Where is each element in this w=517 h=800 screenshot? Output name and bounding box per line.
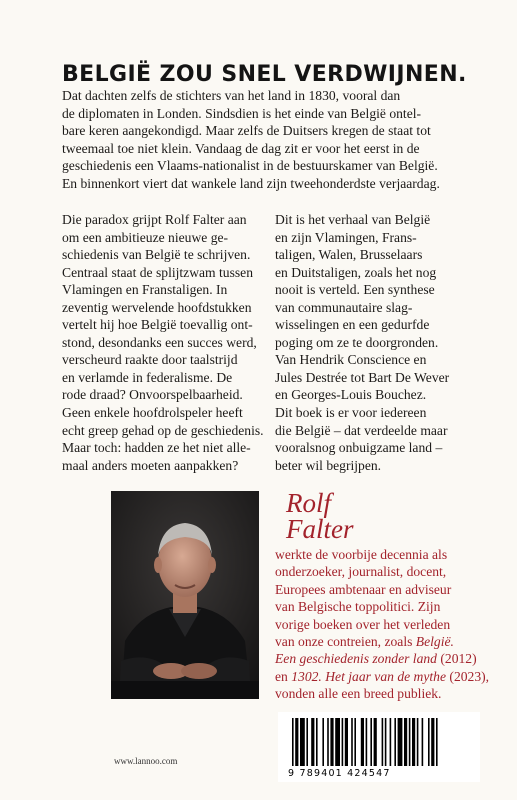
- author-first-name: Rolf: [286, 488, 331, 518]
- barcode-bar: [292, 718, 294, 766]
- text-line: en zijn Vlamingen, Frans-: [275, 229, 417, 245]
- author-name: [286, 490, 354, 542]
- text-line: Centraal staat de splijtzwam tussen: [62, 264, 254, 280]
- bio-line: [275, 633, 505, 650]
- barcode-bar: [306, 718, 308, 766]
- text-line: wisselingen en een gedurfde: [275, 317, 430, 333]
- book-title: 1302. Het jaar van de mythe: [291, 668, 447, 684]
- text-line: Maar toch: hadden ze het niet alle-: [62, 440, 251, 456]
- text-line: en verlamde in federalisme. De: [62, 369, 233, 385]
- text-line: Die paradox grijpt Rolf Falter aan: [62, 212, 247, 227]
- text-line: maal anders moeten aanpakken?: [62, 457, 239, 473]
- text-line: Dit is het verhaal van België: [275, 212, 431, 227]
- barcode-bar: [422, 718, 424, 766]
- barcode-bar: [436, 718, 438, 766]
- text-line: van communautaire slag-: [275, 299, 413, 315]
- bio-text: van onze contreien, zoals: [275, 634, 416, 650]
- text-line: tweemaal toe niet klein. Vandaag de dag zit er voor het eerst in de: [62, 140, 420, 156]
- text-line: Van Hendrik Conscience en: [275, 352, 427, 368]
- text-line: om een ambitieuze nieuwe ge-: [62, 229, 229, 245]
- text-line: poging om ze te doorgronden.: [275, 334, 439, 350]
- headline: BELGIË ZOU SNEL VERDWIJNEN.: [62, 62, 467, 87]
- text-line: zeventig wervelende hoofdstukken: [62, 299, 252, 315]
- text-line: en Georges-Louis Bouchez.: [275, 387, 427, 403]
- barcode-bar: [361, 718, 364, 766]
- barcode-bar: [354, 718, 356, 766]
- bio-line: vorige boeken over het verleden: [275, 616, 451, 632]
- barcode-bar: [370, 718, 372, 766]
- bio-text: en: [275, 668, 292, 684]
- intro-paragraph: [62, 87, 502, 192]
- barcode-bar: [398, 718, 403, 766]
- barcode-bar: [431, 718, 434, 766]
- barcode-bar: [366, 718, 368, 766]
- publisher-website: www.lannoo.com: [114, 756, 178, 766]
- barcode-bar: [335, 718, 340, 766]
- text-line: de diplomaten in Londen. Sindsdien is het einde van België ontel-: [62, 105, 422, 121]
- text-line: echt greep gehad op de geschiedenis.: [62, 422, 264, 438]
- isbn-number: 9 789401 424547: [288, 768, 391, 779]
- barcode-bar: [322, 718, 324, 766]
- text-line: Dit boek is er voor iedereen: [275, 405, 427, 421]
- book-title: België.: [415, 634, 454, 650]
- barcode-bar: [345, 718, 348, 766]
- barcode-bar: [316, 718, 318, 766]
- text-line: vooralsnog onbuigzame land –: [275, 440, 443, 456]
- barcode-bar: [394, 718, 396, 766]
- barcode-bar: [417, 718, 419, 766]
- barcode-bars: [278, 712, 480, 768]
- isbn-barcode: [278, 712, 480, 782]
- barcode-bar: [327, 718, 329, 766]
- barcode-bar: [390, 718, 392, 766]
- right-column: [275, 211, 475, 474]
- text-line: die België – dat verdeelde maar: [275, 422, 448, 438]
- barcode-bar: [295, 718, 298, 766]
- barcode-bar: [412, 718, 415, 766]
- bio-line: [275, 668, 505, 685]
- bio-line: Europees ambtenaar en adviseur: [275, 581, 452, 597]
- bio-line: [275, 650, 505, 667]
- barcode-bar: [382, 718, 384, 766]
- barcode-bar: [385, 718, 387, 766]
- bio-line: werkte de voorbije decennia als: [275, 547, 448, 562]
- text-line: beter wil begrijpen.: [275, 457, 382, 473]
- bio-line: van Belgische toppolitici. Zijn: [275, 599, 441, 615]
- barcode-bar: [404, 718, 407, 766]
- text-line: en Duitstaligen, zoals het nog: [275, 264, 437, 280]
- barcode-bar: [311, 718, 314, 766]
- text-line: rode draad? Onvoorspelbaarheid.: [62, 387, 243, 403]
- barcode-bar: [300, 718, 305, 766]
- barcode-bar: [428, 718, 430, 766]
- text-line: Dat dachten zelfs de stichters van het land in 1830, vooral dan: [62, 88, 401, 103]
- barcode-bar: [409, 718, 411, 766]
- text-line: stond, desondanks een succes werd,: [62, 334, 257, 350]
- text-line: Geen enkele hoofdrolspeler heeft: [62, 405, 243, 421]
- text-line: verscheurd raakte door taalstrijd: [62, 352, 238, 368]
- text-line: En binnenkort viert dat wankele land zijn tweehonderdste verjaardag.: [62, 175, 440, 191]
- bio-line: vonden alle een breed publiek.: [275, 686, 442, 702]
- author-bio: [275, 546, 505, 703]
- text-line: Jules Destrée tot Bart De Wever: [275, 369, 450, 385]
- left-column: [62, 211, 262, 474]
- text-line: geschiedenis een Vlaams-nationalist in de bestuurskamer van België.: [62, 158, 438, 173]
- text-line: Vlamingen en Franstaligen. In: [62, 282, 228, 298]
- barcode-bar: [342, 718, 344, 766]
- author-portrait: [111, 491, 259, 699]
- barcode-bar: [330, 718, 333, 766]
- text-line: vertelt hij hoe België toevallig ont-: [62, 317, 253, 333]
- text-line: taligen, Walen, Brusselaars: [275, 247, 423, 263]
- text-line: bare keren aangekondigd. Maar zelfs de Duitsers kregen de staat tot: [62, 123, 431, 138]
- author-last-name: Falter: [286, 514, 354, 544]
- text-line: nooit is verteld. Een synthese: [275, 282, 435, 298]
- barcode-bar: [374, 718, 377, 766]
- bio-text: (2023),: [446, 668, 490, 684]
- bio-text: (2012): [436, 651, 477, 667]
- bio-line: onderzoeker, journalist, docent,: [275, 564, 447, 580]
- book-title: Een geschiedenis zonder land: [275, 651, 437, 667]
- text-line: schiedenis van België te schrijven.: [62, 247, 251, 263]
- barcode-bar: [351, 718, 353, 766]
